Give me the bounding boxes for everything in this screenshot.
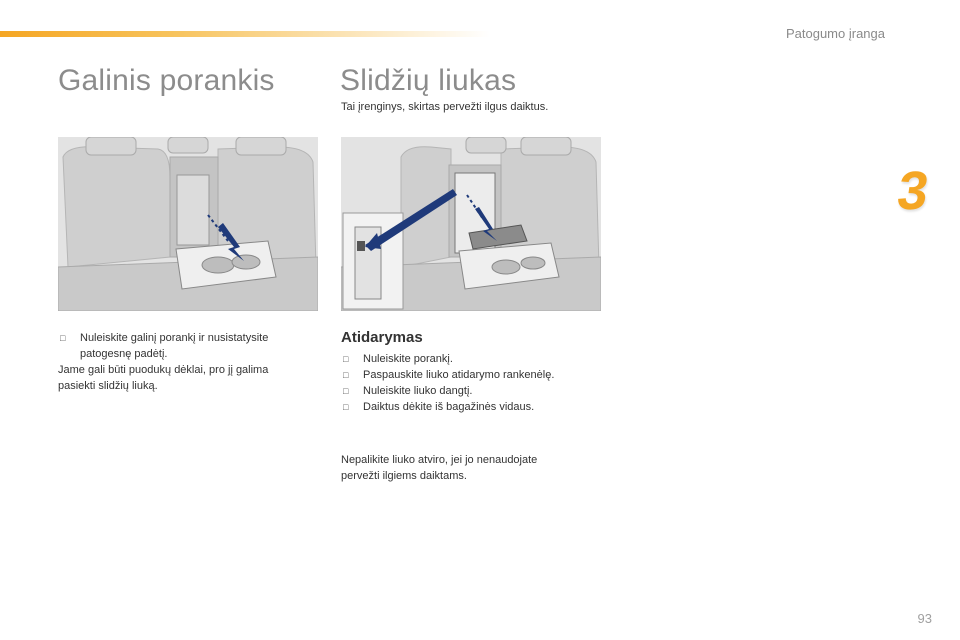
right-section-title: Slidžių liukas — [340, 64, 517, 97]
bullet-text: Nuleiskite galinį porankį ir nusistatysite patogesnę padėtį. — [80, 332, 269, 360]
note-line: pervežti ilgiems daiktams. — [341, 470, 467, 482]
opening-subheading: Atidarymas — [341, 329, 423, 346]
bullet-icon: □ — [343, 386, 349, 396]
paragraph-line: Jame gali būti puodukų dėklai, pro jį galima — [58, 364, 269, 376]
bullet-icon: □ — [60, 333, 66, 343]
note-line: Nepalikite liuko atviro, jei jo nenaudojate — [341, 454, 538, 466]
left-text-block — [58, 330, 298, 394]
header-accent-bar — [0, 31, 490, 37]
bullet-icon: □ — [343, 354, 349, 364]
list-item — [341, 399, 601, 415]
section-header-title: Patogumo įranga — [785, 26, 885, 41]
list-item — [341, 383, 601, 399]
bullet-icon: □ — [343, 370, 349, 380]
page-number: 93 — [917, 611, 932, 626]
armrest-illustration — [58, 137, 318, 311]
list-item — [58, 330, 298, 362]
left-section-title: Galinis porankis — [58, 64, 275, 97]
bullet-text: Nuleiskite liuko dangtį. — [363, 385, 473, 397]
chapter-number: 3 — [893, 161, 933, 221]
bullet-text: Paspauskite liuko atidarymo rankenėlę. — [363, 369, 555, 381]
ski-hatch-illustration — [341, 137, 601, 311]
paragraph-line: pasiekti slidžių liuką. — [58, 380, 158, 392]
list-item — [341, 367, 601, 383]
opening-steps-list — [341, 351, 601, 415]
bullet-text: Nuleiskite porankį. — [363, 353, 453, 365]
bullet-text: Daiktus dėkite iš bagažinės vidaus. — [363, 401, 535, 413]
note-text — [341, 452, 591, 484]
bullet-icon: □ — [343, 402, 349, 412]
intro-text: Tai įrenginys, skirtas pervežti ilgus daiktus. — [341, 101, 549, 113]
list-item — [341, 351, 601, 367]
